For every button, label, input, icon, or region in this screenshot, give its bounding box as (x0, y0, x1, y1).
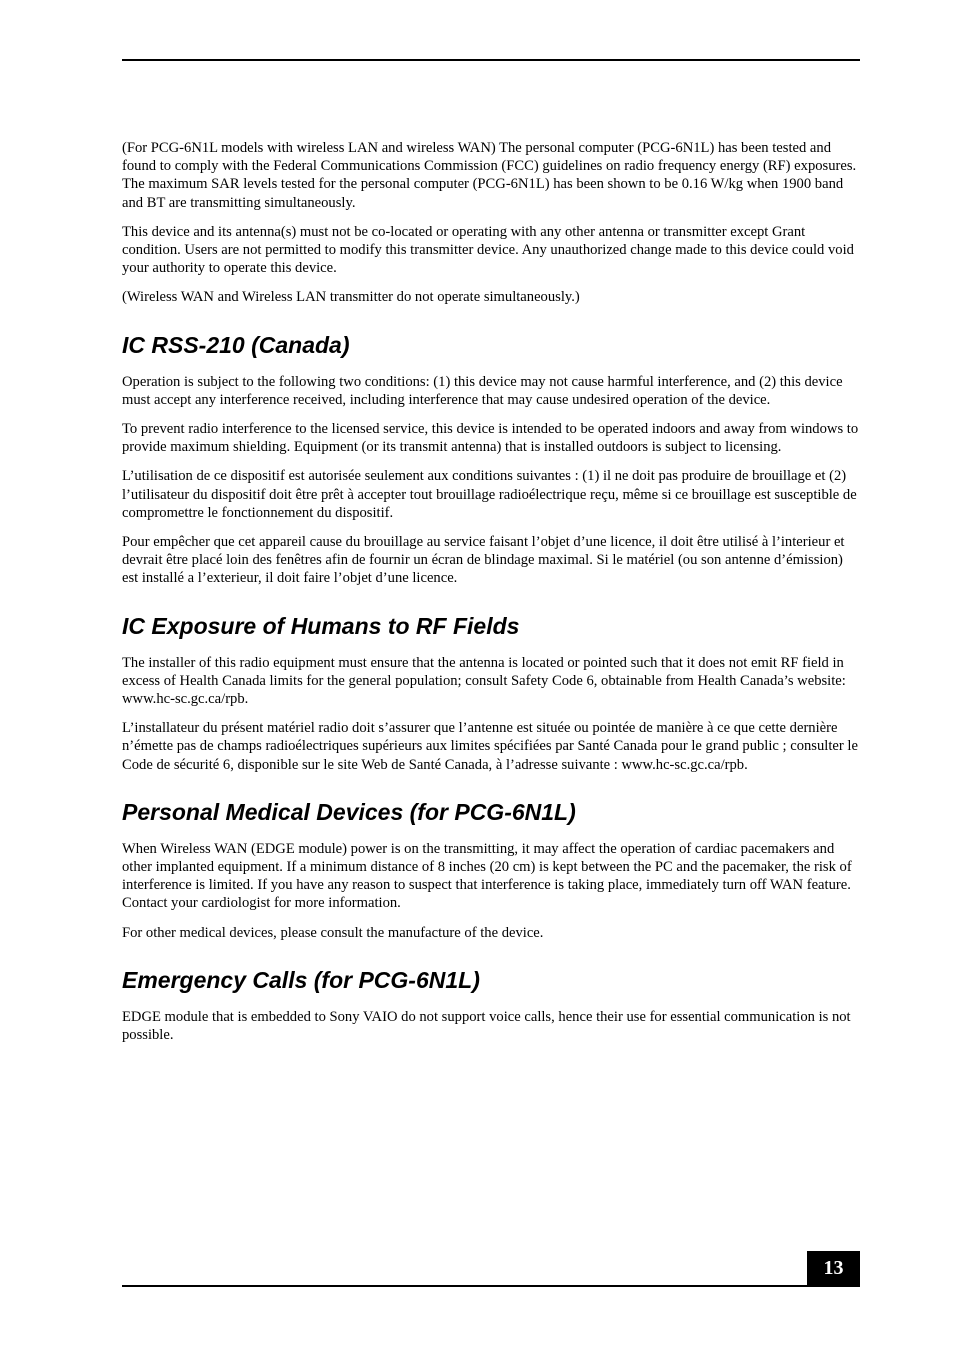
footer-rule (122, 1285, 860, 1287)
paragraph: This device and its antenna(s) must not be co-located or operating with any other antenna or transmitter except Grant condition. Users are not permitted to modify this transmitter device. Any unauthorized change made to this device could void your authority to operate this device. (122, 223, 854, 277)
paragraph: EDGE module that is embedded to Sony VAIO do not support voice calls, hence their use for essential communication is not possible. (122, 1008, 851, 1044)
paragraph: (Wireless WAN and Wireless LAN transmitter do not operate simultaneously.) (122, 289, 580, 306)
section-heading: IC RSS-210 (Canada) (122, 331, 350, 358)
paragraph: Operation is subject to the following two conditions: (1) this device may not cause harmful interference, and (2) this device must accept any interference received, including interference that may cause undesired operation of the device. (122, 373, 843, 408)
paragraph: L’utilisation de ce dispositif est autorisée seulement aux conditions suivantes : (1) il ne doit pas produire de brouillage et (2) l’utilisateur du dispositif doit être prêt à accepter tout brouillage radioélectrique reçu, même si ce brouillage est susceptible de compromettre le fonctionnement du dispositif. (122, 468, 857, 521)
paragraph: For other medical devices, please consult the manufacture of the device. (122, 924, 544, 941)
section-heading: IC Exposure of Humans to RF Fields (122, 612, 520, 639)
document-body (122, 139, 860, 1055)
header-rule (122, 59, 860, 61)
page-number: 13 (807, 1251, 860, 1287)
paragraph: (For PCG-6N1L models with wireless LAN and wireless WAN) The personal computer (PCG-6N1L) has been tested and found to comply with the Federal Communications Commission (FCC) guidelines on radio frequency energy (RF) exposures. The maximum SAR levels tested for the personal computer (PCG-6N1L) has been shown to be 0.16 W/kg when 1900 band and BT are transmitting simultaneously. (122, 140, 857, 211)
paragraph: The installer of this radio equipment must ensure that the antenna is located or pointed such that it does not emit RF field in excess of Health Canada limits for the general population; consult Safety Code 6, obtainable from Health Canada’s website: www.hc-sc.gc.ca/rpb. (122, 654, 846, 708)
section-heading: Personal Medical Devices (for PCG-6N1L) (122, 798, 576, 825)
paragraph: L’installateur du présent matériel radio doit s’assurer que l’antenne est située ou pointée de manière à ce que cette dernière n’émette pas de champs radioélectriques supérieurs aux limites spécifiées par Santé Canada pour le grand public ; consulter le Code de sécurité 6, disponible sur le site Web de Santé Canada, à l’adresse suivante : www.hc-sc.gc.ca/rpb. (122, 720, 858, 773)
paragraph: To prevent radio interference to the licensed service, this device is intended to be operated indoors and away from windows to provide maximum shielding. Equipment (or its transmit antenna) that is installed outdoors is subject to licensing. (122, 421, 859, 456)
section-heading: Emergency Calls (for PCG-6N1L) (122, 966, 480, 993)
paragraph: Pour empêcher que cet appareil cause du brouillage au service faisant l’objet d’une licence, il doit être utilisé à l’interieur et devrait être placé loin des fenêtres afin de fournir un écran de blindage maximal. Si le matériel (ou son antenne d’émission) est installé a l’exterieur, il doit faire l’objet d’une licence. (122, 534, 845, 587)
paragraph: When Wireless WAN (EDGE module) power is on the transmitting, it may affect the operation of cardiac pacemakers and other implanted equipment. If a minimum distance of 8 inches (20 cm) is kept between the PC and the pacemaker, the risk of interference is limited. If you have any reason to suspect that interference is taking place, immediately turn off WAN feature. Contact your cardiologist for more information. (122, 840, 852, 912)
